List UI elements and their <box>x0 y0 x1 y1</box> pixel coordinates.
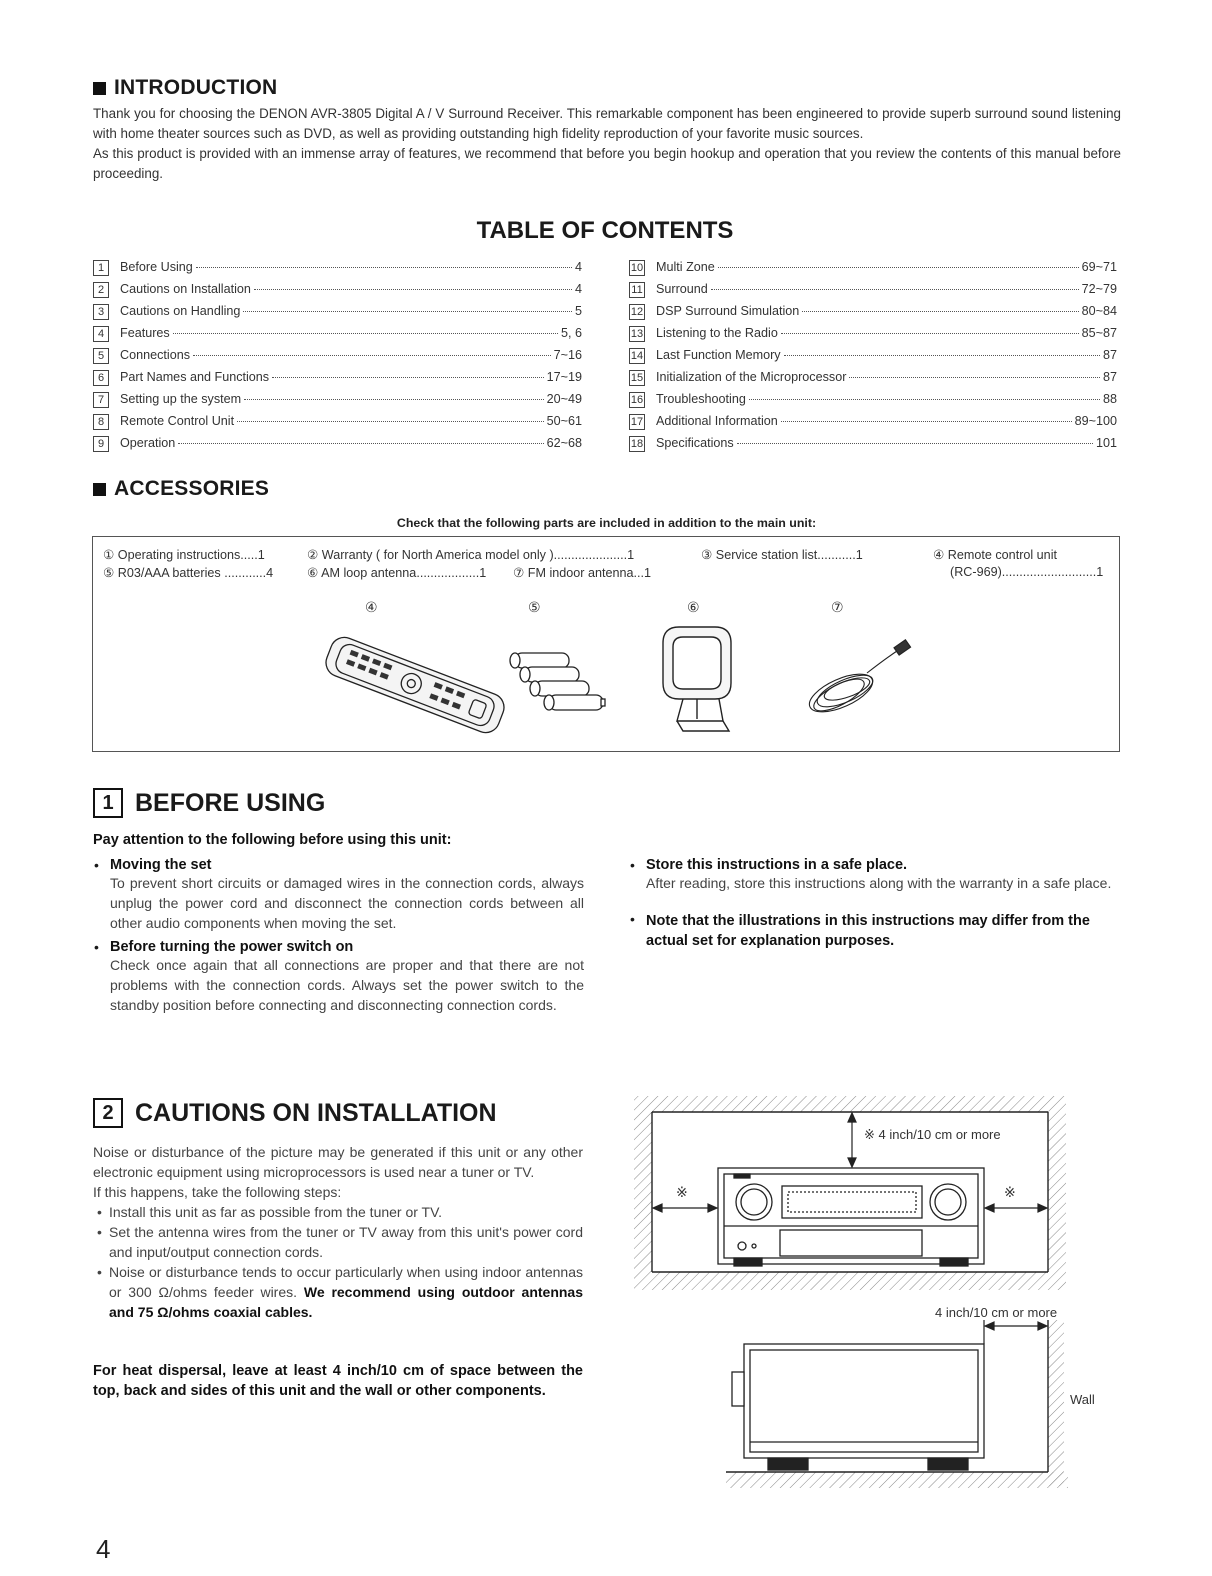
heat-dispersal-note: For heat dispersal, leave at least 4 inch/10 cm of space between the top, back and sides of this unit and the wall or other components. <box>93 1363 583 1399</box>
toc-row <box>93 392 582 414</box>
toc-title: TABLE OF CONTENTS <box>476 217 734 244</box>
page-number: 4 <box>96 1534 111 1564</box>
toc-number-box: 5 <box>93 348 109 364</box>
toc-page: 80~84 <box>1081 304 1117 318</box>
before-using-intro: Pay attention to the following before using this unit: <box>93 832 452 848</box>
toc-row <box>629 370 1117 392</box>
toc-page: 5, 6 <box>560 326 582 340</box>
toc-label: Before Using <box>120 260 193 274</box>
diagram-right-mark: ※ <box>1004 1184 1016 1200</box>
toc-row <box>629 282 1117 304</box>
toc-number-box: 13 <box>630 328 644 340</box>
before-using-heading: 1 BEFORE USING <box>93 788 325 818</box>
toc-page: 17~19 <box>546 370 582 384</box>
diagram-wall-label: Wall <box>1070 1392 1095 1407</box>
toc-page: 87 <box>1102 348 1117 362</box>
intro-paragraph-1: Thank you for choosing the DENON AVR-3805 Digital A / V Surround Receiver. This remarkable component has been engineered to provide superb surround sound listening with home theater sources such as DVD, as well as providing outstanding high fidelity reproduction of your favorite music sources. <box>93 106 1121 141</box>
toc-label: Specifications <box>656 436 734 450</box>
toc-leader-dots <box>193 355 551 356</box>
diagram-back-clearance-label: 4 inch/10 cm or more <box>935 1305 1058 1320</box>
toc-number-box: 6 <box>93 370 109 386</box>
toc-leader-dots <box>802 311 1078 312</box>
toc-leader-dots <box>272 377 544 378</box>
toc-label: Cautions on Installation <box>120 282 251 296</box>
before-using-right-list <box>626 857 1120 951</box>
accessory-item-6: ⑥ AM loop antenna..................1 <box>307 566 487 580</box>
toc-left-column <box>93 260 582 458</box>
toc-label: Cautions on Handling <box>120 304 241 318</box>
toc-row <box>629 392 1117 414</box>
figure-label-fm-antenna: ⑦ <box>831 599 844 615</box>
toc-page: 69~71 <box>1081 260 1117 274</box>
toc-number-box: 1 <box>93 260 109 276</box>
accessories-heading: ACCESSORIES <box>93 477 269 501</box>
toc-leader-dots <box>178 443 543 444</box>
cautions-installation-text: Noise or disturbance of the picture may be generated if this unit or any other electronic equipment using microprocessors is used near a tuner or TV. If this happens, take the following steps: • Install this unit as far as possible from the tuner or TV. • Set the antenna wires from the tuner or TV away from this unit's power cord and input/output connection cords. • Noise or disturbance tends to occur particularly when using indoor antennas or 300 Ω/ohms feeder wires. We recommend using outdoor antennas and 75 Ω/ohms coaxial cables. <box>93 1142 583 1322</box>
toc-page: 7~16 <box>553 348 582 362</box>
list-item: • Moving the set To prevent short circuits or damaged wires in the connection cords, always unplug the power cord and disconnect the connection cords between all other audio components when moving the set. <box>90 857 584 933</box>
toc-label: Operation <box>120 436 176 450</box>
toc-page: 101 <box>1095 436 1117 450</box>
accessories-check-note: Check that the following parts are included in addition to the main unit: <box>396 516 817 530</box>
list-item: • Store this instructions in a safe place. After reading, store this instructions along with the warranty in a safe place. <box>626 857 1120 893</box>
toc-page: 50~61 <box>546 414 582 428</box>
introduction-text <box>93 104 1121 184</box>
section-number-box: 1 <box>93 788 123 818</box>
toc-leader-dots <box>254 289 572 290</box>
toc-row <box>93 304 582 326</box>
toc-label: Listening to the Radio <box>656 326 778 340</box>
accessory-item-4: ④ Remote control unit <box>933 548 1057 562</box>
toc-row <box>93 260 582 282</box>
toc-number-box: 2 <box>93 282 109 298</box>
toc-row <box>629 326 1117 348</box>
toc-leader-dots <box>849 377 1100 378</box>
toc-number-box: 18 <box>630 438 644 450</box>
toc-label: Surround <box>656 282 708 296</box>
am-loop-antenna-icon <box>653 623 743 739</box>
toc-number-box: 4 <box>93 326 109 342</box>
toc-row <box>629 348 1117 370</box>
toc-leader-dots <box>781 333 1079 334</box>
toc-row <box>93 414 582 436</box>
toc-label: Part Names and Functions <box>120 370 270 384</box>
toc-page: 4 <box>574 260 582 274</box>
accessory-item-3: ③ Service station list...........1 <box>701 548 863 562</box>
toc-leader-dots <box>244 399 544 400</box>
list-item: • Install this unit as far as possible from the tuner or TV. <box>93 1202 583 1222</box>
toc-number-box: 8 <box>93 414 109 430</box>
toc-leader-dots <box>173 333 558 334</box>
toc-number-box: 15 <box>630 372 644 384</box>
toc-label: Additional Information <box>656 414 778 428</box>
toc-row <box>93 326 582 348</box>
introduction-heading: INTRODUCTION <box>93 76 277 100</box>
accessory-item-1: ① Operating instructions.....1 <box>103 548 265 562</box>
accessory-item-4-model: (RC-969)...........................1 <box>950 565 1104 579</box>
toc-row <box>93 370 582 392</box>
toc-label: Initialization of the Microprocessor <box>656 370 847 384</box>
toc-page: 89~100 <box>1074 414 1117 428</box>
toc-leader-dots <box>784 355 1100 356</box>
toc-number-box: 12 <box>630 306 644 318</box>
accessories-box <box>92 536 1120 752</box>
toc-label: Setting up the system <box>120 392 242 406</box>
batteries-icon <box>501 647 631 727</box>
toc-label: DSP Surround Simulation <box>656 304 800 318</box>
toc-number-box: 7 <box>93 392 109 408</box>
toc-page: 62~68 <box>546 436 582 450</box>
square-bullet-icon <box>93 82 106 95</box>
section-number-box: 2 <box>93 1098 123 1128</box>
toc-number-box: 3 <box>93 304 109 320</box>
diagram-left-mark: ※ <box>676 1184 688 1200</box>
figure-label-am-antenna: ⑥ <box>687 599 700 615</box>
fm-indoor-antenna-icon <box>801 633 931 723</box>
list-item: • Noise or disturbance tends to occur particularly when using indoor antennas or 300 Ω/ohms feeder wires. We recommend using outdoor antennas and 75 Ω/ohms coaxial cables. <box>93 1262 583 1322</box>
list-item: • Before turning the power switch on Check once again that all connections are proper and that there are not problems with the connection cords. Always set the power switch to the standby position before connecting and disconnecting connection cords. <box>90 939 584 1015</box>
toc-label: Multi Zone <box>656 260 715 274</box>
toc-number-box: 11 <box>629 282 645 298</box>
toc-number-box: 17 <box>630 416 644 428</box>
toc-leader-dots <box>737 443 1093 444</box>
toc-number-box: 14 <box>630 350 644 362</box>
toc-right-column <box>629 260 1117 458</box>
intro-paragraph-2: As this product is provided with an immense array of features, we recommend that before you begin hookup and operation that you review the contents of this manual before proceeding. <box>93 146 1121 181</box>
toc-page: 85~87 <box>1081 326 1117 340</box>
toc-row <box>93 436 582 458</box>
toc-row <box>629 260 1117 282</box>
toc-label: Connections <box>120 348 191 362</box>
toc-row <box>629 304 1117 326</box>
toc-page: 20~49 <box>546 392 582 406</box>
toc-label: Features <box>120 326 170 340</box>
before-using-left-list <box>90 857 584 1015</box>
toc-leader-dots <box>237 421 544 422</box>
toc-label: Troubleshooting <box>656 392 746 406</box>
toc-page: 72~79 <box>1081 282 1117 296</box>
list-item: • Note that the illustrations in this instructions may differ from the actual set for explanation purposes. <box>626 911 1120 951</box>
diagram-top-clearance-label: ※ 4 inch/10 cm or more <box>864 1127 1001 1142</box>
toc-leader-dots <box>243 311 572 312</box>
toc-label: Remote Control Unit <box>120 414 235 428</box>
toc-number-box: 16 <box>630 394 644 406</box>
figure-label-batteries: ⑤ <box>528 599 541 615</box>
figure-label-remote: ④ <box>365 599 378 615</box>
accessory-item-2: ② Warranty ( for North America model only ).....................1 <box>307 548 635 562</box>
accessory-item-7: ⑦ FM indoor antenna...1 <box>513 566 652 580</box>
toc-row <box>629 414 1117 436</box>
toc-row <box>93 282 582 304</box>
toc-page: 4 <box>574 282 582 296</box>
remote-control-icon <box>315 623 515 747</box>
accessory-item-5: ⑤ R03/AAA batteries ............4 <box>103 566 274 580</box>
installation-side-diagram <box>722 1318 1072 1494</box>
toc-number-box: 10 <box>630 262 644 274</box>
toc-number-box: 9 <box>93 436 109 452</box>
toc-row <box>629 436 1117 458</box>
toc-page: 87 <box>1102 370 1117 384</box>
toc-leader-dots <box>196 267 572 268</box>
list-item: • Set the antenna wires from the tuner or TV away from this unit's power cord and input/output connection cords. <box>93 1222 583 1262</box>
toc-page: 5 <box>574 304 582 318</box>
toc-leader-dots <box>781 421 1072 422</box>
toc-leader-dots <box>711 289 1079 290</box>
toc-label: Last Function Memory <box>656 348 781 362</box>
toc-page: 88 <box>1102 392 1117 406</box>
toc-row <box>93 348 582 370</box>
toc-leader-dots <box>718 267 1079 268</box>
cautions-installation-heading: 2 CAUTIONS ON INSTALLATION <box>93 1098 497 1128</box>
toc-leader-dots <box>749 399 1100 400</box>
square-bullet-icon <box>93 483 106 496</box>
